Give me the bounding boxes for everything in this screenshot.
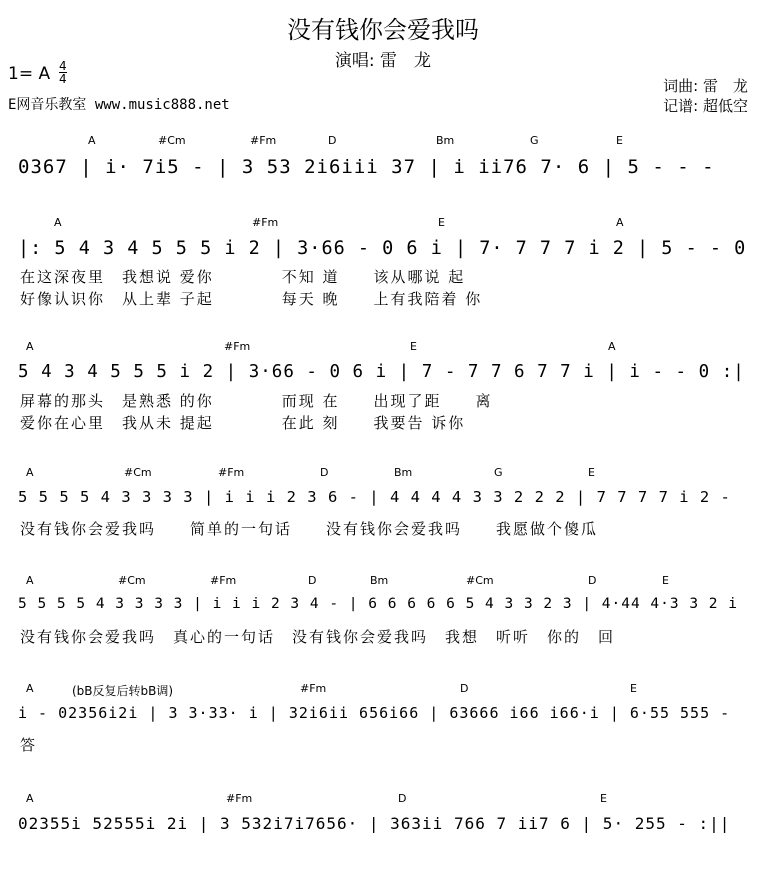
chord-row-3 [18, 340, 748, 356]
chord-row-6 [18, 682, 748, 698]
chord: A [608, 340, 616, 353]
chord: D [398, 792, 407, 805]
lyricist-credit: 词曲: 雷 龙 [663, 77, 748, 95]
chord: #Cm [118, 574, 146, 587]
chord-row-5 [18, 574, 748, 590]
credits [663, 76, 748, 116]
chord: #Fm [218, 466, 245, 479]
chord: D [328, 134, 337, 147]
lyric-line-1: 在这深夜里 我想说 爱你 不知 道 该从哪说 起 [20, 268, 466, 286]
chord: #Cm [124, 466, 152, 479]
chord: A [26, 466, 34, 479]
chord: Bm [370, 574, 389, 587]
chord: A [54, 216, 62, 229]
chord: D [320, 466, 329, 479]
chord: E [588, 466, 595, 479]
chord: E [616, 134, 623, 147]
lyric-line-1: 没有钱你会爱我吗 真心的一句话 没有钱你会爱我吗 我想 听听 你的 回 [20, 628, 616, 646]
staff-line-3 [18, 358, 748, 388]
notation-line: i - 02356i2i | 3 3·33· i | 32i6ii 656i66 | 63666 i66 i66·i | 6·55 555 - [18, 704, 731, 722]
notation-line: |: 5 4 3 4 5 5 5 i 2 | 3·66 - 0 6 i | 7· 7 7 7 i 2 | 5 - - 0 [18, 238, 747, 259]
chord: D [460, 682, 469, 695]
chord: E [662, 574, 669, 587]
chord: #Fm [252, 216, 279, 229]
notation-line: 5 5 5 5 4 3 3 3 3 | i i i 2 3 4 - | 6 6 6 6 6 5 4 3 3 2 3 | 4·44 4·3 3 2 i [18, 596, 739, 612]
chord: G [494, 466, 503, 479]
chord: D [588, 574, 597, 587]
transcriber-credit: 记谱: 超低空 [663, 97, 748, 115]
notation-line: 0367 | i· 7i5 - | 3 53 2i6iii 37 | i ii76 7· 6 | 5 - - - [18, 156, 715, 178]
chord: Bm [394, 466, 413, 479]
staff-line-4 [18, 484, 748, 514]
chord: A [616, 216, 624, 229]
notation-line: 02355i 52555i 2i | 3 532i7i7656· | 363ii 766 7 ii7 6 | 5· 255 - :|| [18, 814, 731, 833]
lyric-line-2: 好像认识你 从上辈 子起 每天 晚 上有我陪着 你 [20, 290, 483, 308]
chord-row-4 [18, 466, 748, 482]
time-signature-bottom: 4 [59, 72, 67, 86]
notation-line: 5 5 5 5 4 3 3 3 3 | i i i 2 3 6 - | 4 4 4 4 3 3 2 2 2 | 7 7 7 7 i 2 - [18, 488, 731, 506]
lyric-line-1: 屏幕的那头 是熟悉 的你 而现 在 出现了距 离 [20, 392, 493, 410]
chord: #Fm [226, 792, 253, 805]
key-signature: 1= A [8, 64, 51, 84]
chord: E [438, 216, 445, 229]
chord: #Cm [466, 574, 494, 587]
lyric-line-2: 爱你在心里 我从未 提起 在此 刻 我要告 诉你 [20, 414, 466, 432]
staff-line-6 [18, 700, 748, 730]
chord: #Fm [250, 134, 277, 147]
time-signature-top: 4 [59, 59, 67, 73]
chord: #Fm [300, 682, 327, 695]
notation-line: 5 4 3 4 5 5 5 i 2 | 3·66 - 0 6 i | 7 - 7 7 6 7 7 i | i - - 0 :| [18, 362, 745, 382]
lyric-line-1: 答 [20, 736, 38, 754]
chord: A [26, 574, 34, 587]
lyric-line-1: 没有钱你会爱我吗 简单的一句话 没有钱你会爱我吗 我愿做个傻瓜 [20, 520, 599, 538]
staff-line-7 [18, 810, 748, 840]
chord: D [308, 574, 317, 587]
singer-credit: 演唱: 雷 龙 [334, 51, 432, 71]
chord: E [600, 792, 607, 805]
chord: E [410, 340, 417, 353]
staff-line-2 [18, 234, 748, 264]
chord-row-1 [18, 134, 748, 150]
chord-row-2 [18, 216, 748, 232]
staff-line-1 [18, 152, 748, 182]
chord: A [26, 682, 34, 695]
chord: A [88, 134, 96, 147]
chord: #Fm [224, 340, 251, 353]
chord: #Fm [210, 574, 237, 587]
song-title: 没有钱你会爱我吗 [287, 16, 479, 44]
staff-line-5 [18, 592, 748, 622]
site-credit: E网音乐教室 www.music888.net [8, 97, 230, 113]
chord-row-7 [18, 792, 748, 808]
chord: A [26, 792, 34, 805]
modulation-annotation: (bB反复后转bB调) [72, 684, 174, 698]
chord: G [530, 134, 539, 147]
chord: E [630, 682, 637, 695]
time-signature [59, 60, 67, 85]
chord: Bm [436, 134, 455, 147]
chord: A [26, 340, 34, 353]
chord: #Cm [158, 134, 186, 147]
